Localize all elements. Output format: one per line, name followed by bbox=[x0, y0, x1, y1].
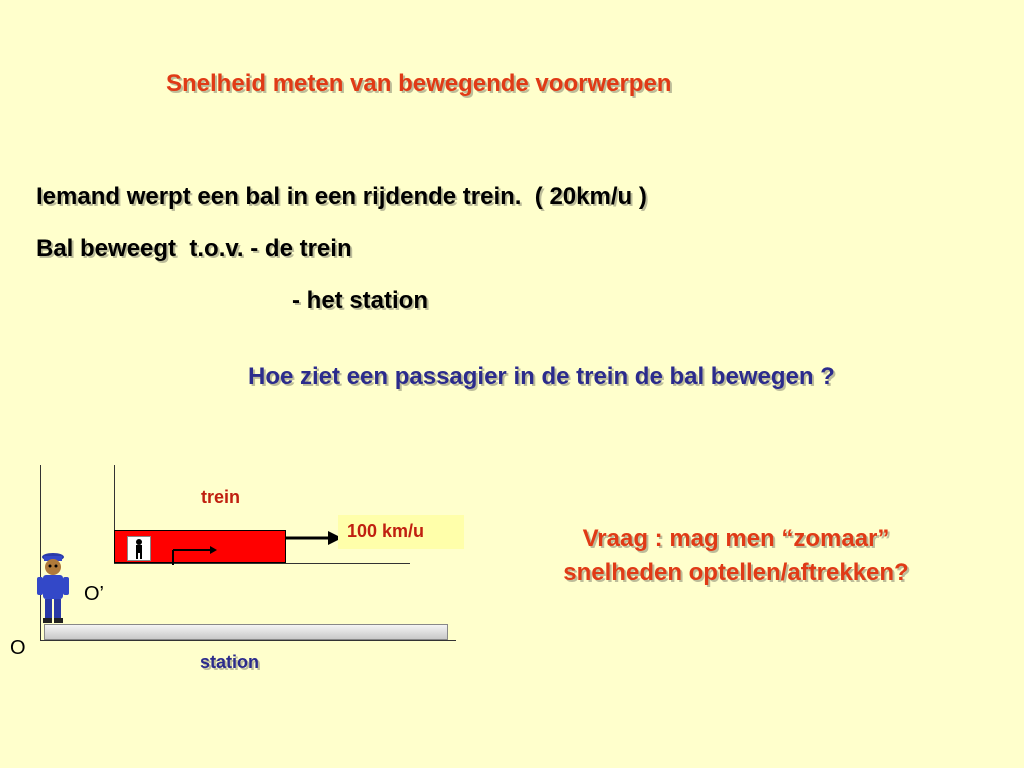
train-speed-label: 100 km/u bbox=[338, 515, 464, 549]
vraag-line-1: Vraag : mag men “zomaar” bbox=[582, 525, 890, 552]
train-window bbox=[127, 536, 151, 561]
station-label: station bbox=[200, 652, 260, 672]
passenger-question: Hoe ziet een passagier in de trein de bal bewegen ? bbox=[248, 363, 835, 390]
statement-line: Iemand werpt een bal in een rijdende trein. ( 20km/u ) bbox=[36, 183, 647, 210]
relative-motion-line: Bal beweegt t.o.v. - de trein bbox=[36, 235, 352, 262]
ball-direction-arrow bbox=[168, 544, 218, 566]
train-label: trein bbox=[201, 487, 241, 507]
station-horizontal-axis bbox=[40, 640, 456, 641]
train-horizontal-axis bbox=[114, 563, 410, 564]
slide-title: Snelheid meten van bewegende voorwerpen bbox=[166, 70, 672, 97]
train-velocity-arrow bbox=[286, 528, 342, 548]
relative-motion-station: - het station bbox=[292, 287, 428, 314]
vraag-block bbox=[520, 522, 952, 590]
fixed-origin-label: O bbox=[10, 637, 26, 659]
station-master-icon bbox=[33, 552, 73, 626]
passenger-icon bbox=[128, 537, 150, 560]
vraag-line-2: snelheden optellen/aftrekken? bbox=[563, 559, 909, 586]
moving-origin-label: O’ bbox=[84, 583, 104, 605]
station-platform bbox=[44, 624, 448, 640]
